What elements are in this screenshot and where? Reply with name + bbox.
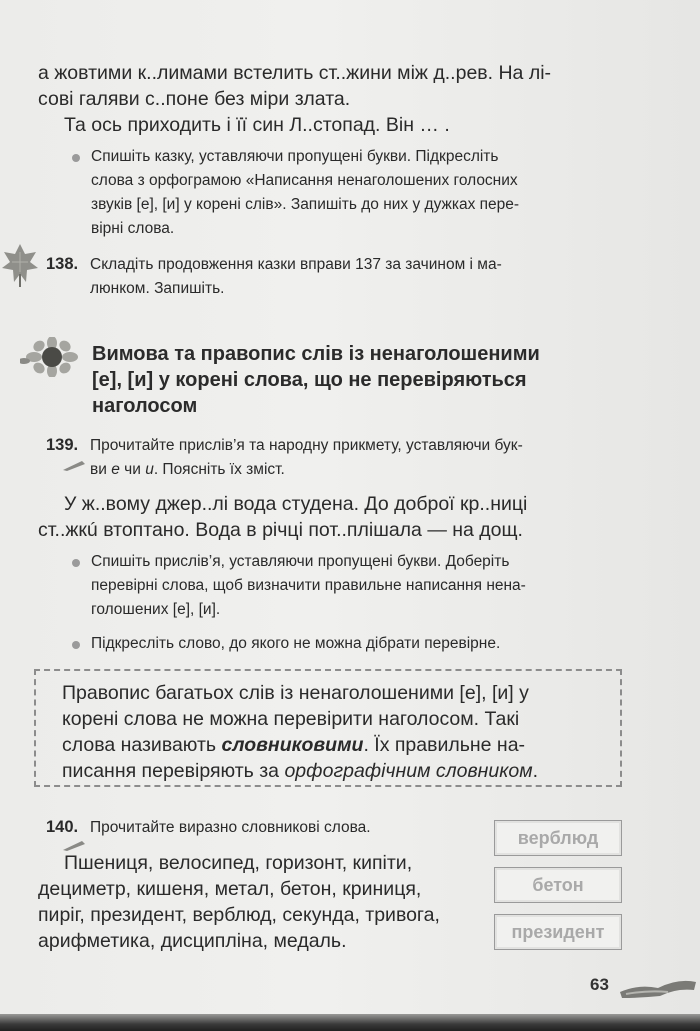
bullet-icon <box>72 559 80 567</box>
letter-e: е <box>111 461 120 478</box>
text-fragment: чи <box>119 461 146 478</box>
bullet-icon <box>72 641 80 649</box>
proverb-line-2: ст..жкú втоптано. Вода в річці пот..плішала — на дощ. <box>38 519 523 541</box>
ex139-bullet1-line-3: голошених [е], [и]. <box>91 601 221 618</box>
rule-line-1: Правопис багатьох слів із ненаголошеними [е], [и] у <box>62 682 529 704</box>
exercise-number: 140. <box>46 818 79 836</box>
section-title-line-2: [е], [и] у корені слова, що не перевіряються <box>92 369 527 391</box>
task137-line-2: слова з орфограмою «Написання ненаголошених голосних <box>91 172 518 189</box>
rule-line-4 <box>62 758 538 784</box>
words-line-2: дециметр, кишеня, метал, бетон, криниця, <box>38 878 422 900</box>
text-fragment: . Їх правильне на- <box>363 734 526 756</box>
sunflower-icon <box>20 337 84 377</box>
ex139-task-line-2 <box>90 458 285 482</box>
section-title-line-3: наголосом <box>92 395 198 417</box>
story-line-2: сові галяви с..поне без міри злата. <box>38 88 351 110</box>
ex139-bullet2: Підкресліть слово, до якого не можна дібрати перевірне. <box>91 635 501 652</box>
page-edge <box>0 1014 700 1031</box>
bullet-icon <box>72 154 80 162</box>
ex139-task-line-1: Прочитайте прислів’я та народну прикмету, уставляючи бук- <box>90 437 523 454</box>
proverb-line-1: У ж..вому джер..лі вода студена. До доброї кр..ниці <box>64 493 528 515</box>
ex138-line-2: люнком. Запишіть. <box>90 280 225 297</box>
rule-line-3 <box>62 732 525 758</box>
dictionary-word-box: бетон <box>494 867 622 903</box>
text-fragment: ви <box>90 461 112 478</box>
text-fragment: . Поясніть їх зміст. <box>153 461 285 478</box>
ex138-line-1: Складіть продовження казки вправи 137 за зачином і ма- <box>90 256 502 273</box>
text-fragment: слова називають <box>62 734 222 756</box>
words-line-4: арифметика, дисципліна, медаль. <box>38 930 347 952</box>
rule-line-2: корені слова не можна перевірити наголосом. Такі <box>62 708 520 730</box>
page-number: 63 <box>590 975 609 994</box>
pencil-decoration-icon <box>618 970 698 1006</box>
exercise-number: 138. <box>46 255 79 273</box>
task137-line-4: вірні слова. <box>91 220 175 237</box>
ex140-task: Прочитайте виразно словникові слова. <box>90 819 371 836</box>
exercise-number: 139. <box>46 436 79 454</box>
story-line-3: Та ось приходить і її син Л..стопад. Він … . <box>64 114 450 136</box>
task137-line-1: Спишіть казку, уставляючи пропущені букви. Підкресліть <box>91 148 499 165</box>
ex139-bullet1-line-2: перевірні слова, щоб визначити правильне написання нена- <box>91 577 526 594</box>
pen-icon <box>62 458 86 472</box>
words-line-3: пиріг, президент, верблюд, секунда, тривога, <box>38 904 440 926</box>
text-fragment: . <box>532 760 539 782</box>
dictionary-word-box: верблюд <box>494 820 622 856</box>
term-slovnykovi: словниковими <box>221 734 364 756</box>
section-title-line-1: Вимова та правопис слів із ненаголошеними <box>92 343 540 365</box>
term-dictionary: орфографічним словником <box>284 760 533 782</box>
letter-y: и <box>145 461 154 478</box>
story-line-1: а жовтими к..лимами встелить ст..жини між д..рев. На лі- <box>38 62 552 84</box>
dictionary-word-box: президент <box>494 914 622 950</box>
task137-line-3: звуків [е], [и] у корені слів». Запишіть до них у дужках пере- <box>91 196 520 213</box>
ex139-bullet1-line-1: Спишіть прислів’я, уставляючи пропущені букви. Доберіть <box>91 553 510 570</box>
text-fragment: писання перевіряють за <box>62 760 285 782</box>
maple-leaf-icon <box>0 242 40 288</box>
words-line-1: Пшениця, велосипед, горизонт, кипіти, <box>64 852 413 874</box>
